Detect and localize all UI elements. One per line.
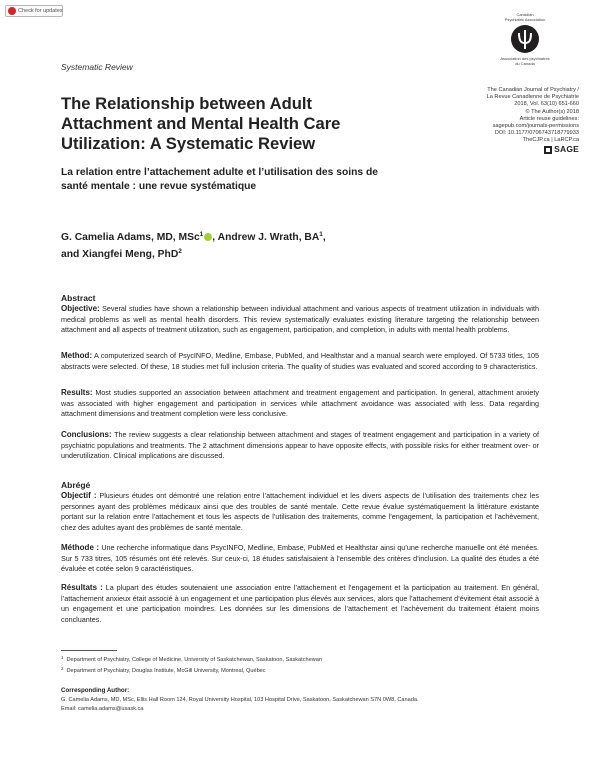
journal-volume: 2018, Vol. 63(10) 651-660 bbox=[514, 101, 579, 108]
check-for-updates-label: Check for updates bbox=[18, 8, 63, 14]
reuse-label: Article reuse guidelines: bbox=[519, 115, 579, 122]
objectif-label: Objectif : bbox=[61, 491, 97, 500]
method-text: A computerized search of PsycINFO, Medline, Embase, PubMed, and Healthstar and a manual search were employed. Of 5733 titles, 105 abstracts were selected. Of these, 18 studies met full inclusion criteria. The quality of studies was evaluated and scored according to 9 characteristics. bbox=[61, 351, 539, 371]
affiliation-text: Department of Psychiatry, College of Medicine, University of Saskatchewan, Saskatoon, Saskatchewan bbox=[66, 657, 322, 663]
abstract-heading: Abstract bbox=[61, 293, 96, 303]
association-name-en-1: Canadian bbox=[516, 12, 534, 17]
objectif-text: Plusieurs études ont démontré une relation entre l’attachement individuel et les divers aspects de l’utilisation des traitements chez les personnes ayant des problèmes médicaux ainsi que des troubles de santé mentale. Cette revue évalue systématiquement la littérature existante portant sur la relation entre l’attachement et tous les aspects de l’utilisation des traitements, comme l’engagement, la participation et l’achèvement, chez des adultes ayant des problèmes de santé mentale. bbox=[61, 491, 539, 532]
author-separator: , bbox=[322, 232, 326, 243]
sage-mark-icon bbox=[544, 146, 552, 154]
author-name: G. Camelia Adams, MD, MSc bbox=[61, 232, 200, 243]
author-list bbox=[61, 229, 441, 263]
association-name-fr-2: du Canada bbox=[515, 61, 535, 66]
method-label: Method: bbox=[61, 351, 93, 360]
doi-link[interactable]: DOI: 10.1177/0706743718779933 bbox=[494, 130, 579, 137]
abstract-results bbox=[61, 388, 539, 420]
resultats-label: Résultats : bbox=[61, 583, 103, 592]
affiliation-footnote bbox=[61, 657, 539, 664]
methode-label: Méthode : bbox=[61, 543, 100, 552]
objective-text: Several studies have shown a relationship between individual attachment and various aspects of treatment utilization in individuals with medical problems as well as mental health disorders. This review systematically evaluates existing literature targeting the relationship between attachment and all aspects of treatment utilization, such as engagement, participation, and completion, in adults with mental health problems. bbox=[61, 304, 539, 335]
abstract-method bbox=[61, 351, 539, 372]
corresponding-address: G. Camelia Adams, MD, MSc, Ellis Hall Room 124, Royal University Hospital, 103 Hospital Drive, Saskatoon, Saskatchewan S7N 0W8, Canada. bbox=[61, 697, 419, 703]
crossmark-icon bbox=[8, 7, 16, 15]
affiliation-sup: 1 bbox=[319, 231, 323, 238]
abrege-objectif bbox=[61, 491, 539, 533]
article-title: The Relationship between Adult Attachment and Mental Health Care Utilization: A Systematic Review bbox=[61, 94, 341, 153]
results-text: Most studies supported an association between attachment and treatment engagement and participation. In general, attachment anxiety was associated with higher engagement and participation in services while attachment avoidance was associated with less. Data regarding attachment dimensions and treatment completion were less conclusive. bbox=[61, 388, 539, 419]
abstract-objective bbox=[61, 304, 539, 336]
abrege-resultats bbox=[61, 583, 539, 625]
journal-info bbox=[429, 87, 579, 157]
sage-logo bbox=[544, 146, 579, 154]
abrege-heading: Abrégé bbox=[61, 480, 91, 490]
conclusions-label: Conclusions: bbox=[61, 430, 112, 439]
journal-line: La Revue Canadienne de Psychiatrie bbox=[486, 94, 579, 101]
affiliation-sup: 1 bbox=[199, 231, 204, 238]
corresponding-email[interactable]: Email: camelia.adams@usask.ca bbox=[61, 706, 144, 712]
affiliation-text: Department of Psychiatry, Douglas Institute, McGill University, Montreal, Québec bbox=[66, 668, 266, 674]
corresponding-author-heading: Corresponding Author: bbox=[61, 687, 130, 694]
affiliation-sup: 2 bbox=[178, 248, 182, 255]
permissions-link[interactable]: sagepub.com/journals-permissions bbox=[492, 123, 579, 130]
sage-label: SAGE bbox=[554, 144, 579, 155]
author-name: and Xiangfei Meng, PhD bbox=[61, 249, 179, 260]
objective-label: Objective: bbox=[61, 304, 100, 313]
footnote-divider bbox=[61, 650, 117, 651]
results-label: Results: bbox=[61, 388, 93, 397]
abstract-conclusions bbox=[61, 430, 539, 462]
copyright: © The Author(s) 2018 bbox=[525, 108, 579, 115]
psi-logo-icon bbox=[510, 24, 540, 54]
footnote-marker: 1 bbox=[61, 655, 64, 660]
journal-site-link[interactable]: TheCJP.ca | LaRCP.ca bbox=[522, 137, 579, 144]
resultats-text: La plupart des études soutenaient une association entre l’attachement et l’engagement et la participation au traitement. En général, l’attachement anxieux était associé à un engagement et une participation plus élevés aux services, alors que l’attachement d’évitement était associé à un engagement et une participation moindres. Les données sur les dimensions de l’attachement et l’achèvement du traitement étaient moins concluantes. bbox=[61, 583, 539, 624]
affiliation-footnote bbox=[61, 668, 539, 675]
association-name-en-2: Psychiatric Association bbox=[504, 17, 546, 22]
conclusions-text: The review suggests a clear relationship between attachment and stages of treatment engagement and participation in a variety of psychiatric populations and treatments. The 2 attachment dimensions appear to have opposite effects, with possible risks for either treatment over- or underutilization. Clinical implications are discussed. bbox=[61, 430, 539, 461]
methode-text: Une recherche informatique dans PsycINFO, Medline, Embase, PubMed et Healthstar ainsi qu’une recherche manuelle ont été menées. Sur 5 733 titres, 105 résumés ont été relevés. Sur ceux-ci, 18 études satisfaisaient à l’ensemble des critères d’inclusion. La qualité des études a été évaluée et cotée selon 9 caractéristiques. bbox=[61, 543, 539, 574]
article-subtitle-fr: La relation entre l’attachement adulte et l’utilisation des soins de santé mentale : une revue systématique bbox=[61, 167, 378, 192]
association-logo bbox=[497, 12, 553, 66]
abrege-methode bbox=[61, 543, 539, 575]
association-name-fr-1: Association des psychiatres bbox=[500, 56, 550, 61]
journal-line: The Canadian Journal of Psychiatry / bbox=[487, 87, 579, 93]
running-head: Systematic Review bbox=[61, 62, 133, 72]
check-for-updates-badge[interactable] bbox=[5, 5, 63, 17]
author-name: , Andrew J. Wrath, BA bbox=[212, 232, 320, 243]
footnote-marker: 2 bbox=[61, 666, 64, 671]
